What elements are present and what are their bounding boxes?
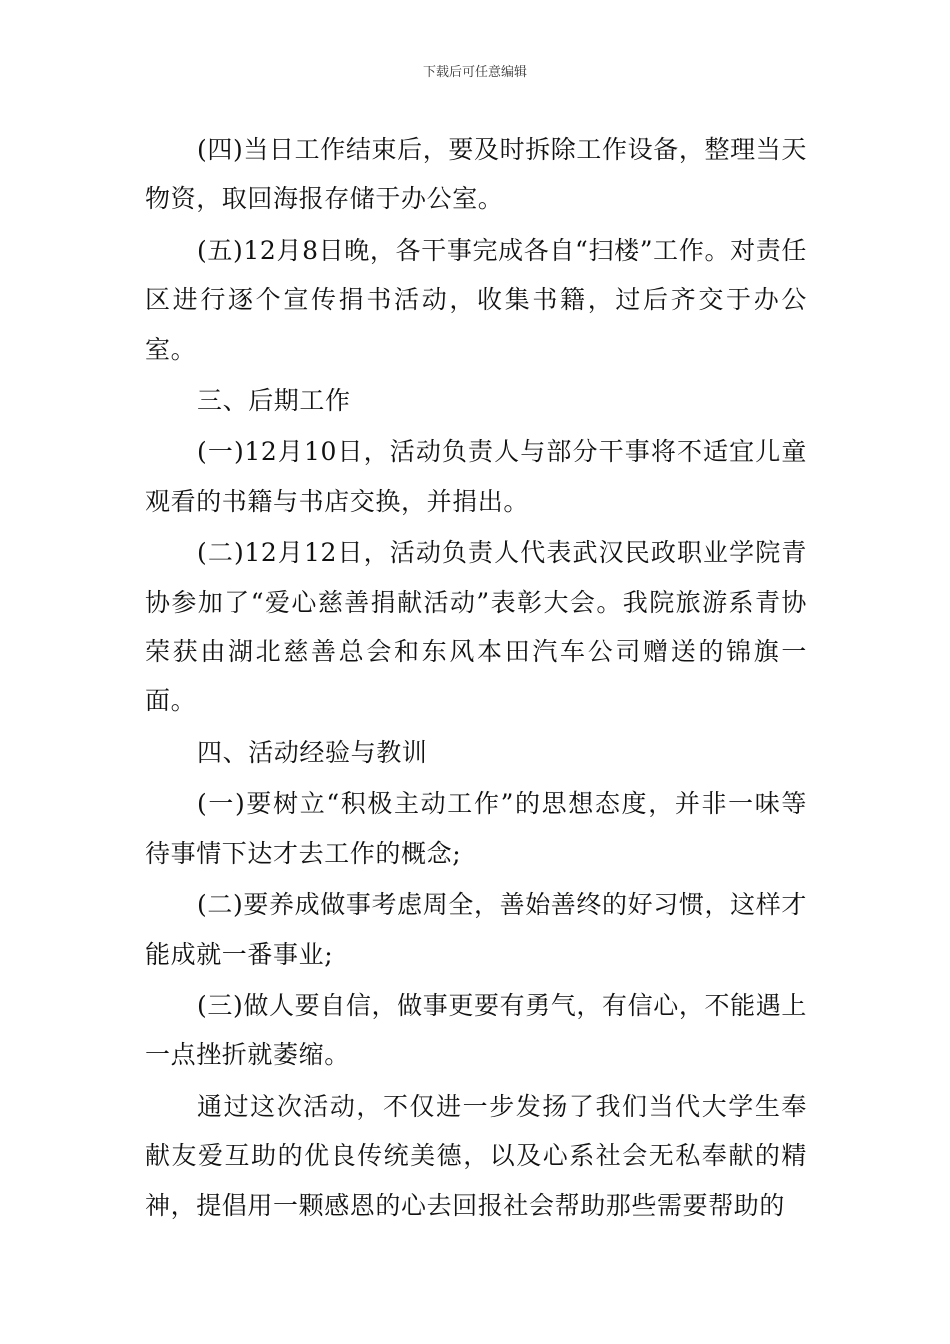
- paragraph-conclusion: 通过这次活动，不仅进一步发扬了我们当代大学生奉献友爱互助的优良传统美德，以及心系社会无私奉献的精神，提倡用一颗感恩的心去回报社会帮助那些需要帮助的: [145, 1091, 807, 1220]
- section-heading-later-work: 三、后期工作: [197, 386, 351, 416]
- paragraph-lesson-1: (一)要树立“积极主动工作”的思想态度，并非一味等待事情下达才去工作的概念;: [145, 789, 807, 868]
- page-header: 下载后可任意编辑: [422, 65, 527, 80]
- paragraph-lesson-3: (三)做人要自信，做事更要有勇气，有信心，不能遇上一点挫折就萎缩。: [145, 990, 807, 1070]
- paragraph-item-4: (四)当日工作结束后，要及时拆除工作设备，整理当天物资，取回海报存储于办公室。: [145, 135, 807, 214]
- document-body: [145, 125, 807, 1232]
- paragraph-lesson-2: (二)要养成做事考虑周全，善始善终的好习惯，这样才能成就一番事业;: [145, 890, 807, 969]
- paragraph-item-5: (五)12月8日晚，各干事完成各自“扫楼”工作。对责任区进行逐个宣传捐书活动，收集书籍，过后齐交于办公室。: [145, 235, 807, 364]
- paragraph-later-1: (一)12月10日，活动负责人与部分干事将不适宜儿童观看的书籍与书店交换，并捐出。: [145, 437, 807, 516]
- paragraph-later-2: (二)12月12日，活动负责人代表武汉民政职业学院青协参加了“爱心慈善捐献活动”表彰大会。我院旅游系青协荣获由湖北慈善总会和东风本田汽车公司赠送的锦旗一面。: [145, 538, 807, 716]
- section-heading-lessons: 四、活动经验与教训: [197, 737, 428, 767]
